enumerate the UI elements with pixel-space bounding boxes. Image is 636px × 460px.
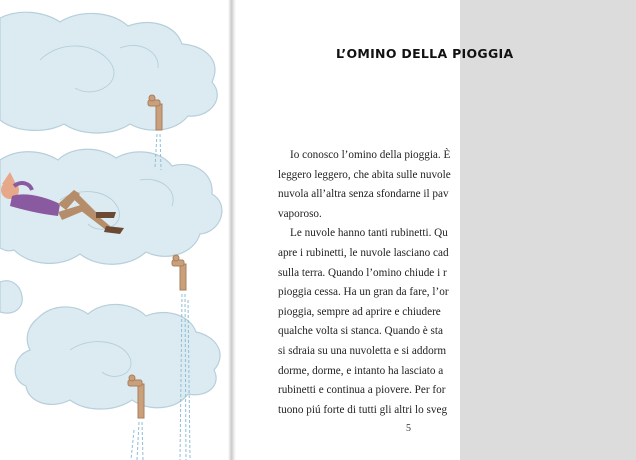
cloud-small-left: [0, 281, 22, 313]
faucet-middle: [172, 255, 186, 290]
text-line: vaporoso.: [278, 207, 322, 220]
cloud-bottom: [15, 304, 220, 409]
text-line: sulla terra. Quando l’omino chiude i r: [278, 266, 447, 279]
page-number: 5: [406, 423, 411, 434]
text-line: rubinetti e continua a piovere. Per for: [278, 384, 446, 397]
text-line: qualche volta si stanca. Quando è sta: [278, 325, 443, 338]
rain-man-clouds-illustration: [0, 0, 232, 460]
text-line: dorme, dorme, e intanto ha lasciato a: [278, 364, 444, 377]
text-line: Le nuvole hanno tanti rubinetti. Qu: [290, 227, 448, 240]
right-page-text: [236, 0, 514, 460]
book-gutter: [228, 0, 236, 460]
text-line: tuono piú forte di tutti gli altri lo sveg: [278, 403, 448, 416]
chapter-title: L’OMINO DELLA PIOGGIA: [336, 46, 514, 61]
cloud-top: [0, 12, 217, 133]
story-text: [278, 146, 468, 420]
text-line: si sdraia su una nuvoletta e si addorm: [278, 344, 447, 357]
text-line: pioggia, sempre ad aprire e chiudere: [278, 305, 441, 318]
text-line: nuvola all’altra senza sfondarne il pav: [278, 188, 449, 201]
text-line: leggero leggero, che abita sulle nuvole: [278, 168, 451, 181]
left-page-illustration: [0, 0, 232, 460]
text-line: Io conosco l’omino della pioggia. È: [290, 149, 451, 161]
text-line: apre i rubinetti, le nuvole lasciano cad: [278, 246, 449, 259]
text-line: pioggia cessa. Ha un gran da fare, l’or: [278, 286, 449, 299]
